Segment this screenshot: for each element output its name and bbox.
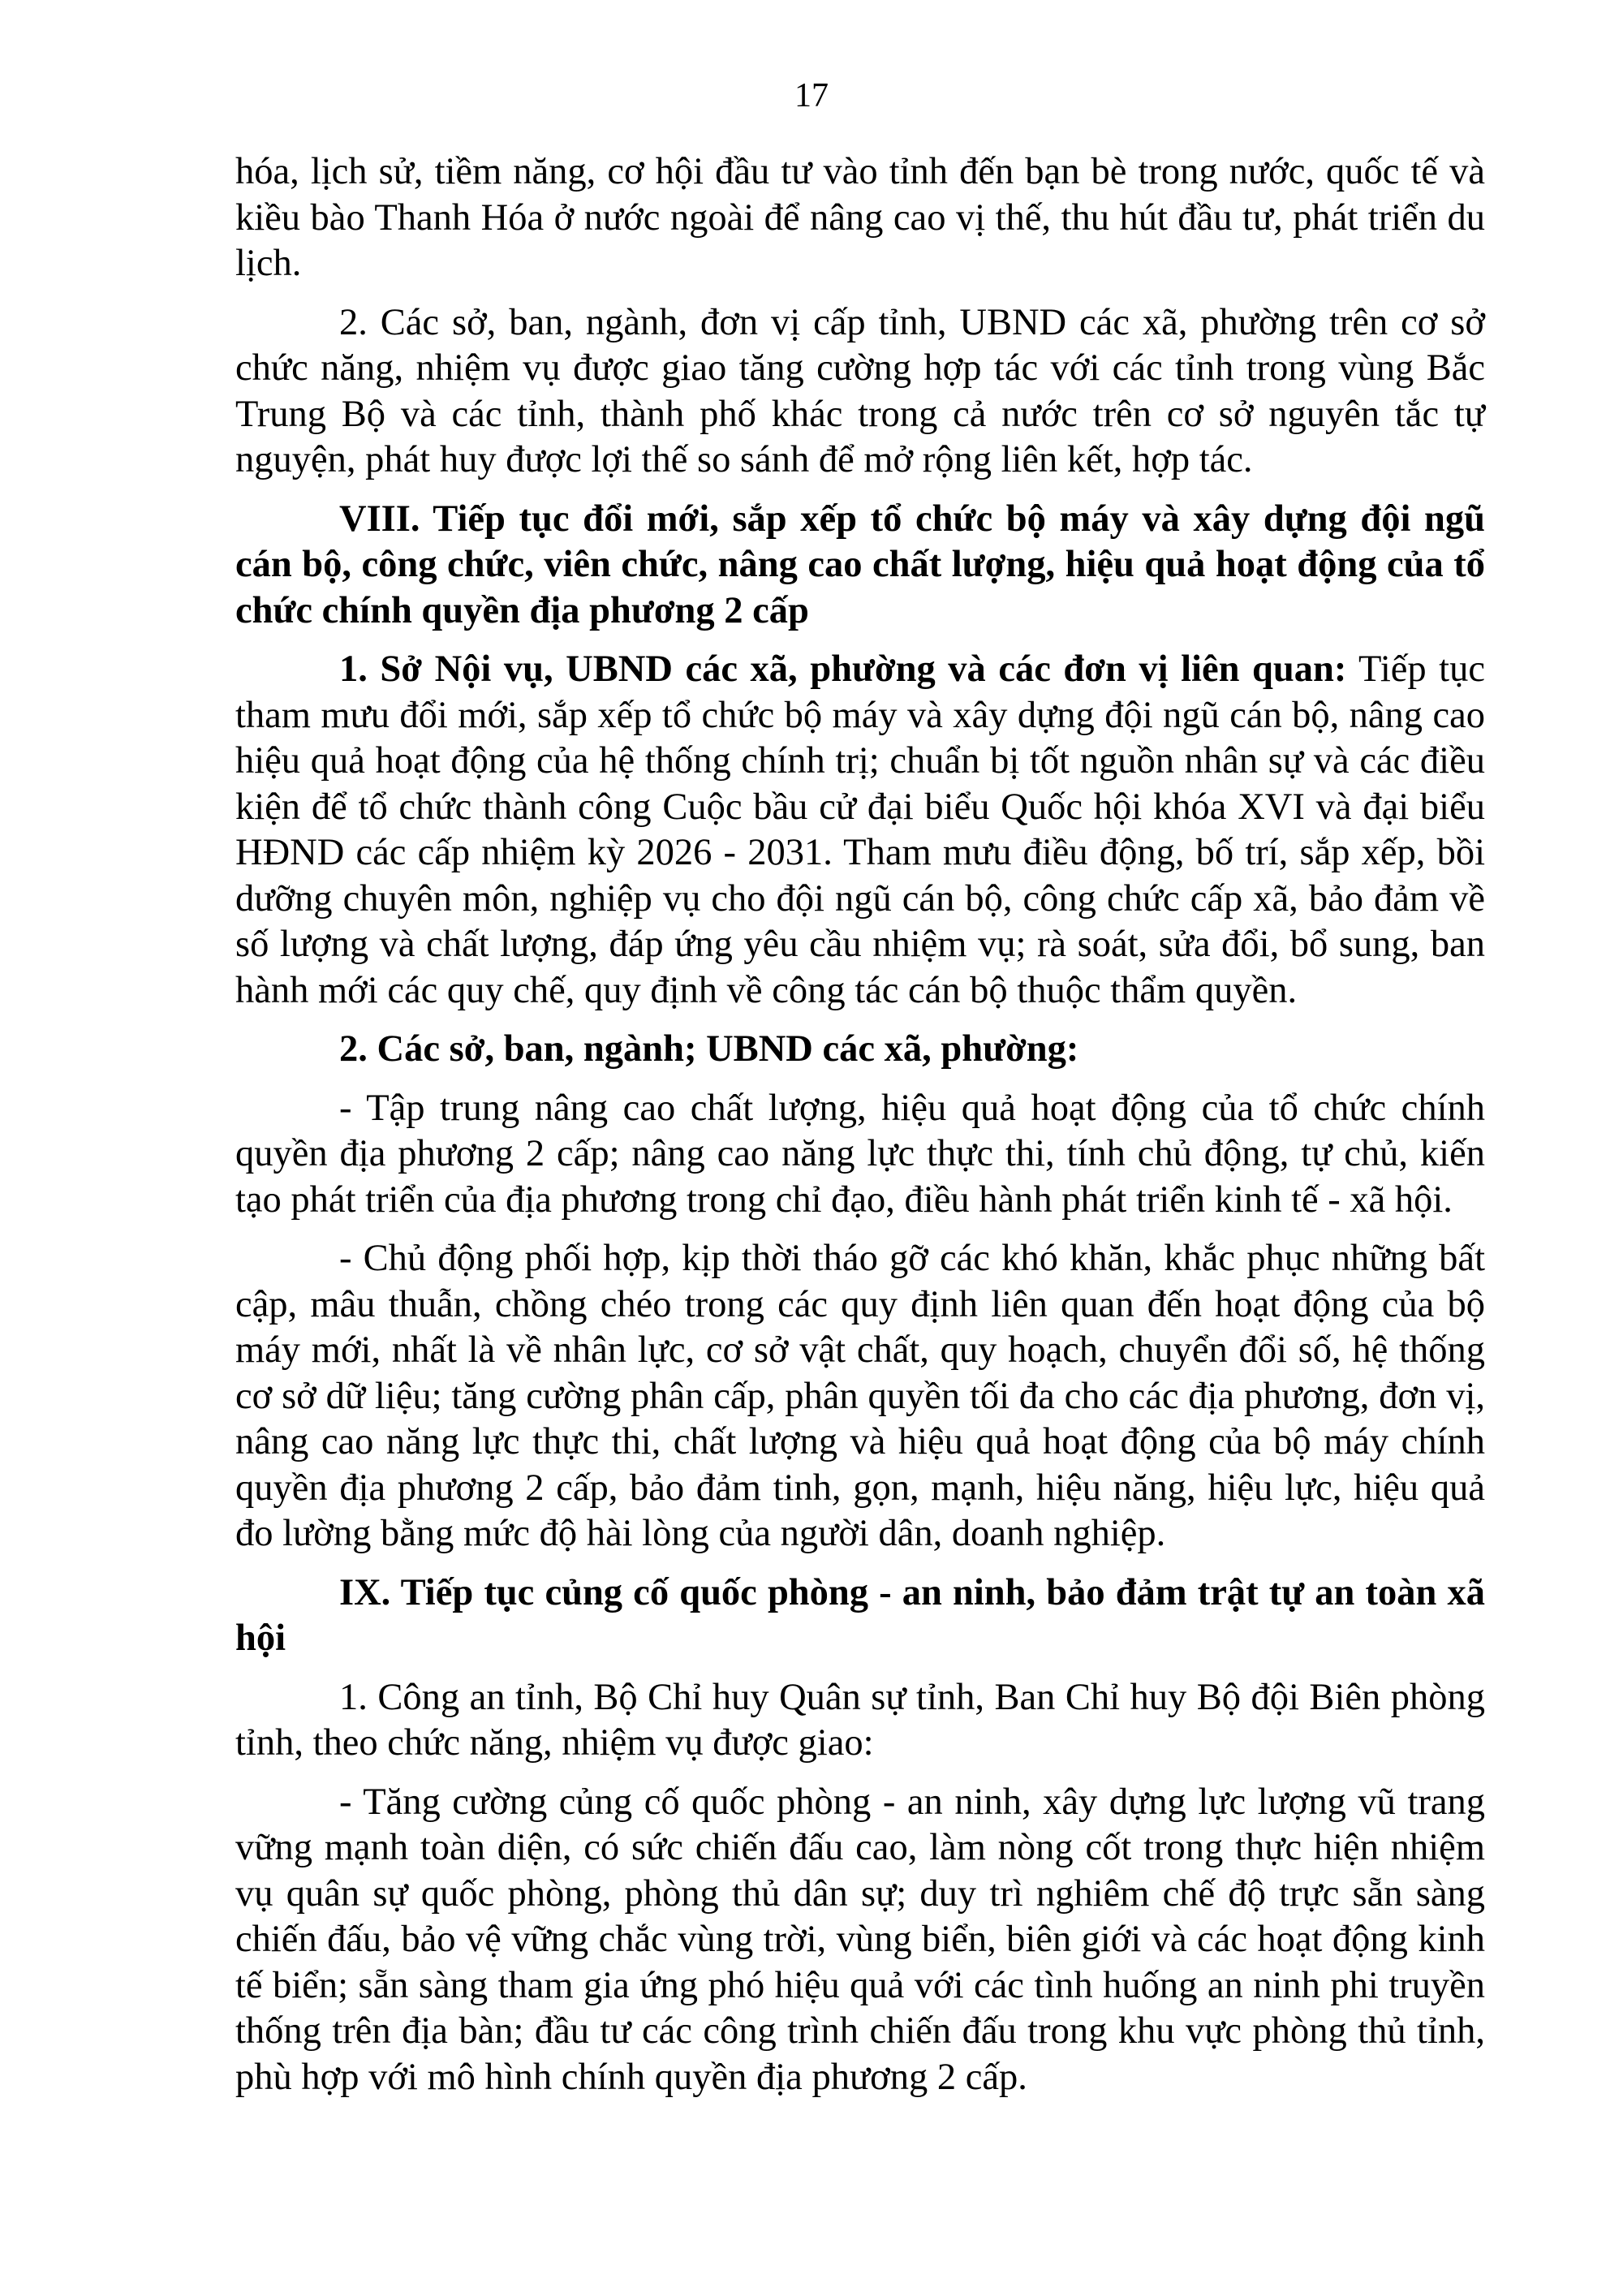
paragraph-defense: - Tăng cường củng cố quốc phòng - an ninh, xây dựng lực lượng vũ trang vững mạnh toàn diện, có sức chiến đấu cao, làm nòng cốt trong thực hiện nhiệm vụ quân sự quốc phòng, phòng thủ dân sự; duy trì nghiêm chế độ trực sẵn sàng chiến đấu, bảo vệ vững chắc vùng trời, vùng biển, biên giới và các hoạt động kinh tế biển; sẵn sàng tham gia ứng phó hiệu quả với các tình huống an ninh phi truyền thống trên địa bàn; đầu tư các công trình chiến đấu trong khu vực phòng thủ tỉnh, phù hợp với mô hình chính quyền địa phương 2 cấp.	[235, 1781, 1485, 2098]
paragraph-continuation: hóa, lịch sử, tiềm năng, cơ hội đầu tư vào tỉnh đến bạn bè trong nước, quốc tế và kiều bào Thanh Hóa ở nước ngoài để nâng cao vị thế, thu hút đầu tư, phát triển du lịch.	[235, 151, 1485, 284]
paragraph-home-affairs	[235, 647, 1485, 1014]
page-number: 17	[794, 77, 829, 114]
paragraph-cooperation: 2. Các sở, ban, ngành, đơn vị cấp tỉnh, UBND các xã, phường trên cơ sở chức năng, nhiệm vụ được giao tăng cường hợp tác với các tỉnh trong vùng Bắc Trung Bộ và các tỉnh, thành phố khác trong cả nước trên cơ sở nguyên tắc tự nguyện, phát huy được lợi thế so sánh để mở rộng liên kết, hợp tác.	[235, 301, 1485, 480]
paragraph-local-government: - Tập trung nâng cao chất lượng, hiệu quả hoạt động của tổ chức chính quyền địa phương 2 cấp; nâng cao năng lực thực thi, tính chủ động, tự chủ, kiến tạo phát triển của địa phương trong chỉ đạo, điều hành phát triển kinh tế - xã hội.	[235, 1087, 1485, 1221]
paragraph-coordination: - Chủ động phối hợp, kịp thời tháo gỡ các khó khăn, khắc phục những bất cập, mâu thuẫn, chồng chéo trong các quy định liên quan đến hoạt động của bộ máy mới, nhất là về nhân lực, cơ sở vật chất, quy hoạch, chuyển đổi số, hệ thống cơ sở dữ liệu; tăng cường phân cấp, phân quyền tối đa cho các địa phương, đơn vị, nâng cao năng lực thực thi, chất lượng và hiệu quả hoạt động của bộ máy chính quyền địa phương 2 cấp, bảo đảm tinh, gọn, mạnh, hiệu năng, hiệu lực, hiệu quả đo lường bằng mức độ hài lòng của người dân, doanh nghiệp.	[235, 1238, 1485, 1554]
paragraph-security-agencies: 1. Công an tỉnh, Bộ Chỉ huy Quân sự tỉnh, Ban Chỉ huy Bộ đội Biên phòng tỉnh, theo chức năng, nhiệm vụ được giao:	[235, 1676, 1485, 1764]
subheading-departments: 2. Các sở, ban, ngành; UBND các xã, phường:	[339, 1028, 1079, 1070]
paragraph-home-affairs-body: Tiếp tục tham mưu đổi mới, sắp xếp tổ chức bộ máy và xây dựng đội ngũ cán bộ, nâng cao hiệu quả hoạt động của hệ thống chính trị; chuẩn bị tốt nguồn nhân sự và các điều kiện để tổ chức thành công Cuộc bầu cử đại biểu Quốc hội khóa XVI và đại biểu HĐND các cấp nhiệm kỳ 2026 - 2031. Tham mưu điều động, bố trí, sắp xếp, bồi dưỡng chuyên môn, nghiệp vụ cho đội ngũ cán bộ, công chức cấp xã, bảo đảm về số lượng và chất lượng, đáp ứng yêu cầu nhiệm vụ; rà soát, sửa đổi, bổ sung, ban hành mới các quy chế, quy định về công tác cán bộ thuộc thẩm quyền.	[235, 648, 1485, 1011]
paragraph-home-affairs-lead: 1. Sở Nội vụ, UBND các xã, phường và các đơn vị liên quan:	[339, 648, 1347, 690]
section-heading-viii: VIII. Tiếp tục đổi mới, sắp xếp tổ chức bộ máy và xây dựng đội ngũ cán bộ, công chức, viên chức, nâng cao chất lượng, hiệu quả hoạt động của tổ chức chính quyền địa phương 2 cấp	[235, 498, 1485, 631]
section-heading-ix: IX. Tiếp tục củng cố quốc phòng - an ninh, bảo đảm trật tự an toàn xã hội	[235, 1571, 1485, 1659]
document-body	[235, 149, 1485, 2113]
